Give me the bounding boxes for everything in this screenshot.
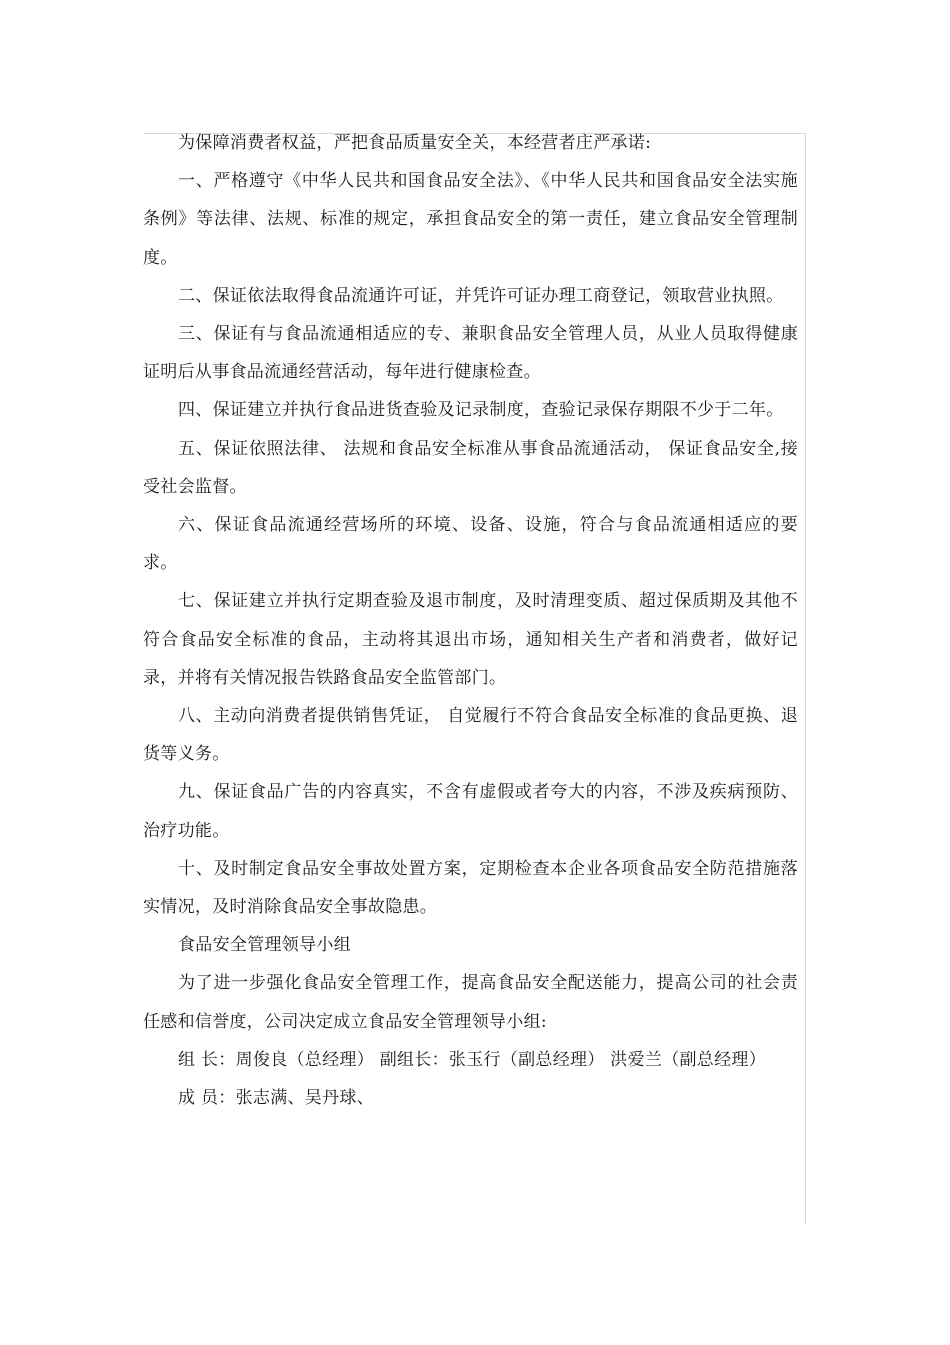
commitment-item-6: 六、保证食品流通经营场所的环境、设备、设施，符合与食品流通相适应的要求。 xyxy=(143,515,798,574)
intro-paragraph: 为保障消费者权益，严把食品质量安全关，本经营者庄严承诺: xyxy=(178,133,652,153)
commitment-item-3: 三、保证有与食品流通相适应的专、兼职食品安全管理人员，从业人员取得健康证明后从事食品流通经营活动，每年进行健康检查。 xyxy=(143,324,798,383)
document-body xyxy=(143,124,798,1117)
commitment-item-1: 一、严格遵守《中华人民共和国食品安全法》、《中华人民共和国食品安全法实施条例》等法律、法规、标准的规定，承担食品安全的第一责任，建立食品安全管理制度。 xyxy=(143,171,798,268)
commitment-item-9: 九、保证食品广告的内容真实，不含有虚假或者夸大的内容，不涉及疾病预防、治疗功能。 xyxy=(143,782,798,841)
group-leaders: 组 长：周俊良（总经理） 副组长：张玉行（副总经理） 洪爱兰（副总经理） xyxy=(178,1049,767,1070)
section-heading: 食品安全管理领导小组 xyxy=(178,935,351,956)
commitment-item-8: 八、主动向消费者提供销售凭证， 自觉履行不符合食品安全标准的食品更换、退货等义务。 xyxy=(143,706,798,765)
commitment-item-2: 二、保证依法取得食品流通许可证，并凭许可证办理工商登记，领取营业执照。 xyxy=(178,285,784,306)
group-intro-paragraph: 为了进一步强化食品安全管理工作，提高食品安全配送能力，提高公司的社会责任感和信誉度，公司决定成立食品安全管理领导小组: xyxy=(143,973,798,1032)
commitment-item-5: 五、保证依照法律、 法规和食品安全标准从事食品流通活动， 保证食品安全,接受社会监督。 xyxy=(143,438,798,497)
commitment-item-4: 四、保证建立并执行食品进货查验及记录制度，查验记录保存期限不少于二年。 xyxy=(178,400,784,421)
commitment-item-10: 十、及时制定食品安全事故处置方案，定期检查本企业各项食品安全防范措施落实情况，及时消除食品安全事故隐患。 xyxy=(143,858,798,918)
group-members: 成 员：张志满、吴丹球、 xyxy=(178,1088,375,1109)
commitment-item-7: 七、保证建立并执行定期查验及退市制度，及时清理变质、超过保质期及其他不符合食品安全标准的食品，主动将其退出市场，通知相关生产者和消费者，做好记录，并将有关情况报告铁路食品安全监管部门。 xyxy=(143,591,798,688)
